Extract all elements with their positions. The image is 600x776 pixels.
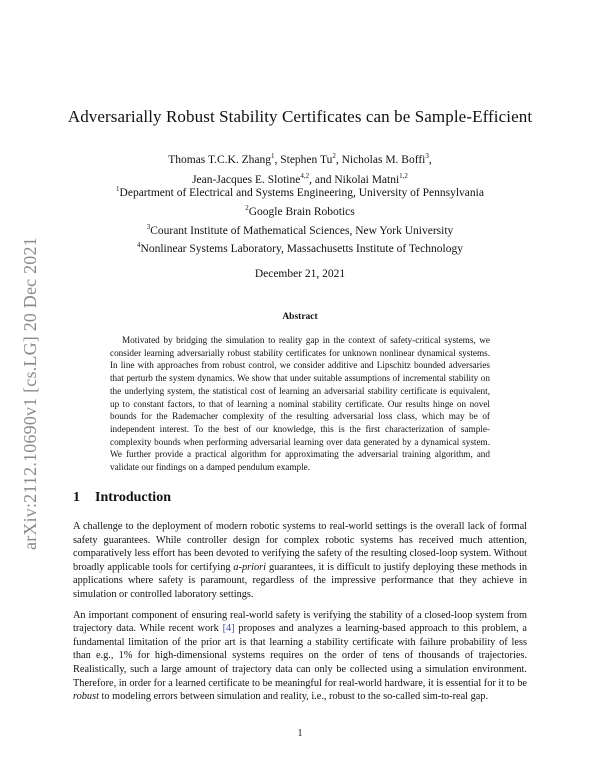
abstract-body bbox=[110, 334, 490, 474]
emphasis: robust bbox=[73, 691, 99, 703]
author-name: Jean-Jacques E. Slotine bbox=[192, 173, 301, 186]
author-affil-mark: 4,2 bbox=[300, 171, 310, 180]
author-separator: , bbox=[274, 153, 281, 166]
section-heading bbox=[73, 490, 171, 506]
affiliation-list bbox=[60, 182, 540, 257]
text-run: guarantees, it is difficult to justify deploying these methods in applications where safety is paramount, regardless of the impressive performance that they achieve in simulation or controlled laboratory settings. bbox=[73, 561, 527, 600]
author-name: Nikolai Matni bbox=[334, 173, 400, 186]
affiliation-mark: 4 bbox=[137, 241, 141, 250]
author-separator: , and bbox=[309, 173, 335, 186]
author-affil-mark: 1 bbox=[270, 152, 275, 160]
author-name: Thomas T.C.K. Zhang bbox=[168, 153, 271, 166]
paragraph bbox=[73, 609, 527, 704]
affiliation bbox=[60, 238, 540, 257]
author-affil-mark: 3 bbox=[425, 152, 429, 160]
text-run: A challenge to the deployment of modern robotic systems to real-world settings is the overall lack of formal safety guarantees. While controller design for complex robotic systems has received much attention, comparatively less effort has been devoted to verifying the safety of the resulting closed-loop system. Without broadly applicable tools for certifying bbox=[73, 521, 527, 573]
author-separator: , bbox=[428, 153, 432, 166]
paper-title: Adversarially Robust Stability Certificates can be Sample-Efficient bbox=[67, 107, 533, 126]
affiliation-text: Nonlinear Systems Laboratory, Massachusetts Institute of Technology bbox=[140, 243, 463, 256]
abstract-heading: Abstract bbox=[282, 312, 318, 322]
text-run: proposes and analyzes a learning-based approach to this problem, a fundamental limitation of the prior art is that learning a stability certificate with failure probability of less than e.g., 1% for high-dimensional systems requires on the order of tens of thousands of trajectories. Realistically, such a large amount of trajectory data can only be collected using a simulation environment. Therefore, in order for a learned certificate to be meaningful for real-world hardware, it is essential for it to be bbox=[73, 623, 528, 689]
affiliation bbox=[60, 201, 540, 220]
citation-link[interactable]: [4] bbox=[222, 623, 235, 635]
paragraph bbox=[73, 520, 527, 602]
text-run: An important component of ensuring real-world safety is verifying the stability of a closed-loop system from trajectory data. While recent work bbox=[73, 609, 527, 635]
affiliation-text: Department of Electrical and Systems Engineering, University of Pennsylvania bbox=[119, 186, 484, 199]
affiliation bbox=[60, 220, 540, 239]
author-affil-mark: 2 bbox=[332, 152, 336, 160]
abstract-text: Motivated by bridging the simulation to reality gap in the context of safety-critical systems, we consider learning adversarially robust stability certificates for unknown nonlinear dynamical systems. In line with approaches from robust control, we consider additive and Lipschitz bounded adversaries that perturb the system dynamics. We show that under suitable assumptions of incremental stability on the underlying system, the statistical cost of learning an adversarial stability certificate is equivalent, up to constant factors, to that of learning a nominal stability certificate. Our results hinge on novel bounds for the Rademacher complexity of the resulting adversarial loss class, which may be of independent interest. To the best of our knowledge, this is the first characterization of sample-complexity bounds when performing adversarial learning over data generated by a dynamical system. We further provide a practical algorithm for approximating the adversarial training algorithm, and validate our findings on a damped pendulum example. bbox=[110, 335, 490, 473]
author-affil-mark: 1,2 bbox=[399, 171, 408, 180]
affiliation-mark: 3 bbox=[146, 222, 151, 231]
affiliation-mark: 1 bbox=[116, 185, 120, 193]
affiliation-mark: 2 bbox=[245, 203, 249, 212]
author-separator: , bbox=[335, 153, 342, 166]
section-title: Introduction bbox=[95, 490, 171, 505]
text-run: to modeling errors between simulation and reality, i.e., robust to the so-called sim-to-real gap. bbox=[98, 691, 489, 703]
author-name: Nicholas M. Boffi bbox=[341, 153, 426, 166]
section-number: 1 bbox=[73, 490, 80, 505]
affiliation bbox=[60, 182, 540, 201]
author-name: Stephen Tu bbox=[280, 153, 333, 166]
affiliation-text: Google Brain Robotics bbox=[248, 205, 355, 218]
affiliation-text: Courant Institute of Mathematical Sciences, New York University bbox=[150, 224, 454, 237]
paper-date: December 21, 2021 bbox=[254, 268, 346, 280]
body-text bbox=[73, 520, 527, 711]
emphasis: a-priori bbox=[233, 561, 267, 573]
page-number: 1 bbox=[297, 728, 303, 739]
arxiv-side-label: arXiv:2112.10690v1 [cs.LG] 20 Dec 2021 bbox=[20, 237, 40, 550]
